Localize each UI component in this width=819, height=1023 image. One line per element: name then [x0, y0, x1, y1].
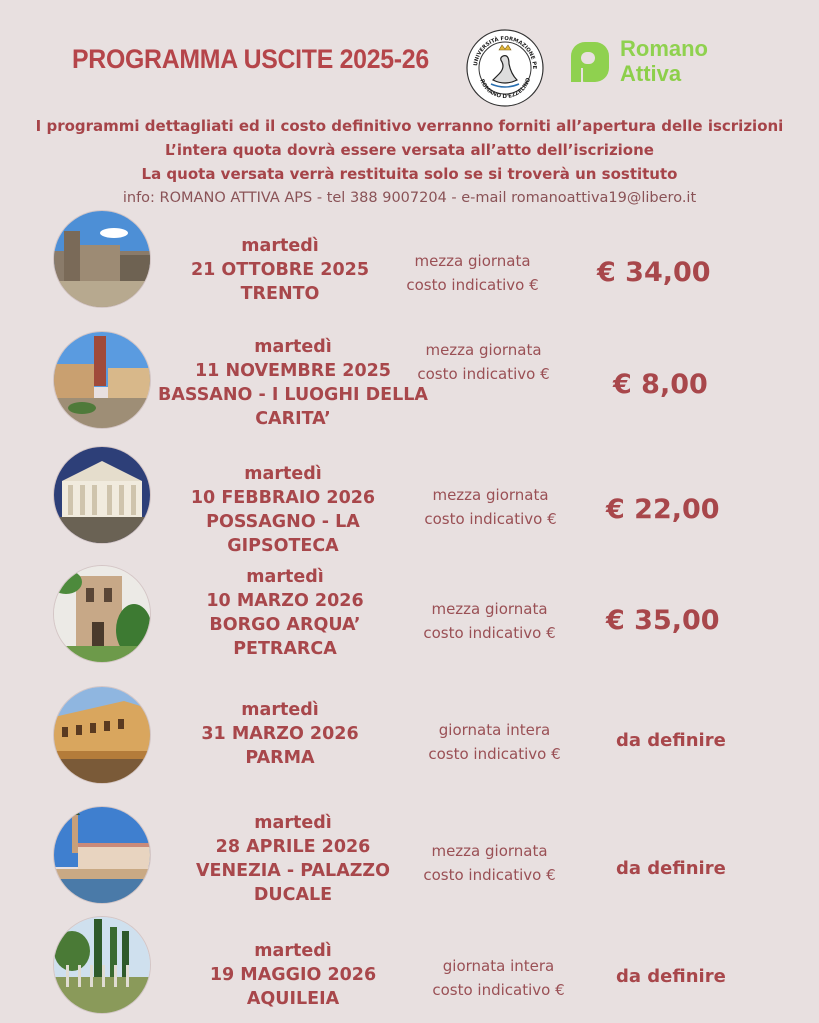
trip-duration: mezza giornata [425, 341, 542, 359]
info-line: La quota versata verrà restituita solo se si troverà un sostituto [141, 165, 678, 183]
info-block [0, 114, 819, 210]
trip-cost-label: costo indicativo € [423, 866, 556, 884]
aquileia-photo [53, 916, 151, 1014]
trip-price: € 22,00 [606, 494, 720, 525]
trip-place: BORGO ARQUA’ [209, 615, 361, 635]
info-line: I programmi dettagliati ed il costo definitivo verranno forniti all’apertura delle iscrizioni [35, 117, 784, 135]
trip-price: € 35,00 [606, 605, 720, 636]
trip-cost-label: costo indicativo € [406, 276, 539, 294]
bassano-photo [53, 331, 151, 429]
trip-date: 10 MARZO 2026 [206, 591, 364, 611]
trip-duration: mezza giornata [431, 600, 548, 618]
trip-day: martedì [246, 567, 324, 587]
trip-duration: mezza giornata [414, 252, 531, 270]
trip-price: da definire [616, 730, 726, 751]
trip-place: PARMA [245, 748, 315, 768]
trip-date: 11 NOVEMBRE 2025 [195, 361, 391, 381]
trip-cost-label: costo indicativo € [424, 510, 557, 528]
arqua-photo [53, 565, 151, 663]
logo-text-attiva: Attiva [620, 61, 682, 86]
trip-duration: giornata intera [438, 721, 551, 739]
university-seal-logo [465, 28, 545, 108]
parma-photo [53, 686, 151, 784]
trip-date: 10 FEBBRAIO 2026 [190, 488, 376, 508]
trip-place: AQUILEIA [246, 989, 340, 1009]
svg-text:ROMANO D'EZZELINO: ROMANO D'EZZELINO [478, 77, 533, 101]
info-line: L’intera quota dovrà essere versata all’atto dell’iscrizione [165, 141, 654, 159]
trip-day: martedì [241, 236, 319, 256]
contact-info: info: ROMANO ATTIVA APS - tel 388 9007204 - e-mail romanoattiva19@libero.it [122, 190, 697, 206]
trip-price: da definire [616, 858, 726, 879]
trip-day: martedì [244, 464, 322, 484]
trip-place: PETRARCA [233, 639, 337, 659]
trip-cost-label: costo indicativo € [432, 981, 565, 999]
trip-duration: mezza giornata [432, 486, 549, 504]
trip-place: VENEZIA - PALAZZO [195, 861, 390, 881]
trip-date: 31 MARZO 2026 [201, 724, 359, 744]
trip-duration: mezza giornata [431, 842, 548, 860]
trip-day: martedì [241, 700, 319, 720]
trip-place: TRENTO [240, 284, 320, 304]
trip-price: € 34,00 [597, 257, 711, 288]
trip-day: martedì [254, 941, 332, 961]
possagno-photo [53, 446, 151, 544]
venezia-photo [53, 806, 151, 904]
trip-place: DUCALE [253, 885, 333, 905]
trip-cost-label: costo indicativo € [428, 745, 561, 763]
logo-text-romano: Romano [620, 36, 708, 61]
romano-attiva-logo [567, 36, 742, 90]
trip-day: martedì [254, 813, 332, 833]
trip-date: 19 MAGGIO 2026 [209, 965, 377, 985]
page-title: PROGRAMMA USCITE 2025-26 [72, 44, 429, 74]
trip-place: CARITA’ [255, 409, 331, 429]
trip-price: da definire [616, 966, 726, 987]
trento-photo [53, 210, 151, 308]
trip-place: POSSAGNO - LA GIPSOTECA [206, 512, 360, 556]
svg-text:UNIVERSITÀ FORMAZIONE PERMANEN: UNIVERSITÀ FORMAZIONE PE [473, 35, 538, 70]
trip-cost-label: costo indicativo € [423, 624, 556, 642]
trip-duration: giornata intera [442, 957, 555, 975]
trip-cost-label: costo indicativo € [417, 365, 550, 383]
trip-date: 28 APRILE 2026 [215, 837, 371, 857]
trip-place: BASSANO - I LUOGHI DELLA [158, 385, 428, 405]
trip-day: martedì [254, 337, 332, 357]
trip-price: € 8,00 [613, 369, 708, 400]
trip-date: 21 OTTOBRE 2025 [190, 260, 370, 280]
